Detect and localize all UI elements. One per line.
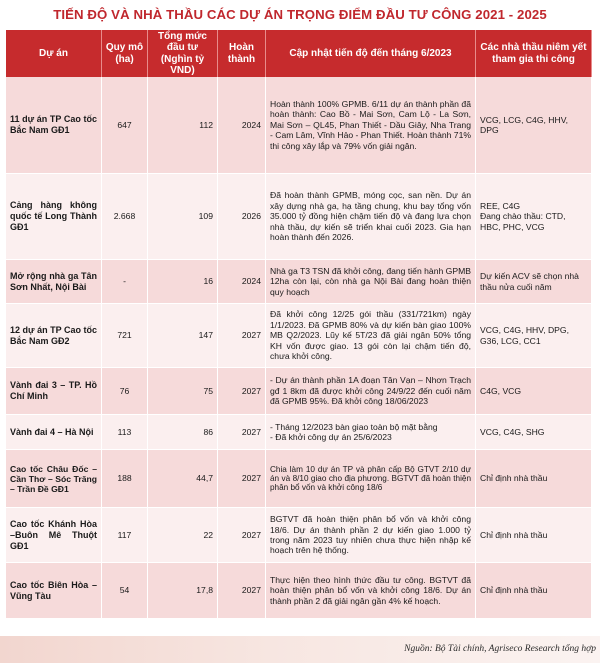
project-completion: 2027 [218, 415, 266, 450]
project-progress: Thực hiện theo hình thức đầu tư công. BGTVT đã hoàn thiện phân bổ vốn và khởi công 18/6. Dự án thành phần 2 đã giải ngân gần 4% kế hoạch. [266, 563, 476, 619]
project-name: Vành đai 4 – Hà Nội [6, 415, 102, 450]
project-name: Cao tốc Khánh Hòa –Buôn Mê Thuột GĐ1 [6, 508, 102, 563]
project-scale: 647 [102, 77, 148, 174]
header-investment: Tổng mức đầu tư (Nghìn tỷ VND) [148, 30, 218, 77]
project-name: 11 dự án TP Cao tốc Bắc Nam GĐ1 [6, 77, 102, 174]
project-contractors: Chỉ định nhà thầu [476, 508, 592, 563]
project-progress: - Dự án thành phần 1A đoạn Tân Vạn – Nhơn Trạch gđ 1 8km đã được khởi công 24/9/22 đến cuối năm đã GPMB 95%. Đã khởi công 18/06/2023 [266, 368, 476, 415]
project-progress: Chia làm 10 dự án TP và phân cấp Bộ GTVT 2/10 dự án và 8/10 giao cho địa phương. BGTVT đã hoàn thiện phân bổ vốn và khởi công 18/6 [266, 450, 476, 508]
project-completion: 2024 [218, 260, 266, 304]
header-completion: Hoàn thành [218, 30, 266, 77]
project-investment: 17,8 [148, 563, 218, 619]
project-progress: Đã khởi công 12/25 gói thầu (331/721km) ngày 1/1/2023. Đã GPMB 80% và dự kiến bàn giao 100% MB Q2/2023. Lũy kế 5T/23 đã giải ngân 50% tổng KH vốn được giao. 13 gói còn lại chậm tiến độ, chưa khởi công. [266, 304, 476, 368]
source-note: Nguồn: Bộ Tài chính, Agriseco Research tổng hợp [404, 644, 596, 654]
project-completion: 2024 [218, 77, 266, 174]
project-completion: 2027 [218, 304, 266, 368]
projects-table [6, 30, 592, 636]
project-contractors: C4G, VCG [476, 368, 592, 415]
project-progress: BGTVT đã hoàn thiện phân bổ vốn và khởi công 18/6. Dự án thành phần 2 dự kiến giao 1.000 tỷ trong năm 2023 tuy nhiên chưa thực hiện nhập kế hoạch trên hệ thống. [266, 508, 476, 563]
project-investment: 22 [148, 508, 218, 563]
project-completion: 2027 [218, 450, 266, 508]
project-completion: 2026 [218, 174, 266, 260]
project-investment: 112 [148, 77, 218, 174]
project-contractors: VCG, C4G, HHV, DPG, G36, LCG, CC1 [476, 304, 592, 368]
project-contractors: VCG, C4G, SHG [476, 415, 592, 450]
project-investment: 109 [148, 174, 218, 260]
project-scale: 721 [102, 304, 148, 368]
project-investment: 16 [148, 260, 218, 304]
project-investment: 44,7 [148, 450, 218, 508]
header-scale: Quy mô (ha) [102, 30, 148, 77]
project-contractors: Chỉ định nhà thầu [476, 450, 592, 508]
project-contractors: Chỉ định nhà thầu [476, 563, 592, 619]
project-progress: Đã hoàn thành GPMB, móng cọc, san nền. Dự án xây dựng nhà ga, hạ tầng chung, khu bay tổng vốn 35.000 tỷ đồng hiện chậm tiến độ và đang lựa chọn nhà thầu, dự kiến sẽ triển khai cuối 2023. Gia hạn hoàn thành đến 2026. [266, 174, 476, 260]
table-title: TIẾN ĐỘ VÀ NHÀ THẦU CÁC DỰ ÁN TRỌNG ĐIỂM ĐẦU TƯ CÔNG 2021 - 2025 [53, 7, 547, 22]
project-name: Cao tốc Biên Hòa – Vũng Tàu [6, 563, 102, 619]
project-scale: - [102, 260, 148, 304]
project-name: Vành đai 3 – TP. Hồ Chí Minh [6, 368, 102, 415]
project-scale: 2.668 [102, 174, 148, 260]
project-scale: 188 [102, 450, 148, 508]
header-project: Dự án [6, 30, 102, 77]
project-name: 12 dự án TP Cao tốc Bắc Nam GĐ2 [6, 304, 102, 368]
header-contractors: Các nhà thầu niêm yết tham gia thi công [476, 30, 592, 77]
project-scale: 117 [102, 508, 148, 563]
project-contractors: REE, C4G Đang chào thầu: CTD, HBC, PHC, VCG [476, 174, 592, 260]
project-contractors: Dự kiến ACV sẽ chọn nhà thầu nửa cuối năm [476, 260, 592, 304]
project-scale: 113 [102, 415, 148, 450]
project-progress: - Tháng 12/2023 bàn giao toàn bộ mặt bằng - Đã khởi công dự án 25/6/2023 [266, 415, 476, 450]
project-completion: 2027 [218, 368, 266, 415]
project-name: Cao tốc Châu Đốc – Cần Thơ – Sóc Trăng – Trần Đề GĐ1 [6, 450, 102, 508]
project-scale: 54 [102, 563, 148, 619]
project-progress: Hoàn thành 100% GPMB. 6/11 dự án thành phần đã hoàn thành: Cao Bồ - Mai Sơn, Cam Lộ - La Sơn, Mai Sơn – QL45, Phan Thiết - Dầu Giây, Nha Trang - Cam Lâm, Vĩnh Hảo - Phan Thiết. Hoàn thành 71% thi công xây lắp và 79% vốn giải ngân. [266, 77, 476, 174]
project-name: Mở rộng nhà ga Tân Sơn Nhất, Nội Bài [6, 260, 102, 304]
project-investment: 86 [148, 415, 218, 450]
project-investment: 147 [148, 304, 218, 368]
project-investment: 75 [148, 368, 218, 415]
project-completion: 2027 [218, 508, 266, 563]
header-progress: Cập nhật tiến độ đến tháng 6/2023 [266, 30, 476, 77]
project-name: Cảng hàng không quốc tế Long Thành GĐ1 [6, 174, 102, 260]
project-contractors: VCG, LCG, C4G, HHV, DPG [476, 77, 592, 174]
project-scale: 76 [102, 368, 148, 415]
project-completion: 2027 [218, 563, 266, 619]
project-progress: Nhà ga T3 TSN đã khởi công, đang tiến hành GPMB 12ha còn lại, còn nhà ga Nội Bài đang hoàn thiện quy hoạch [266, 260, 476, 304]
